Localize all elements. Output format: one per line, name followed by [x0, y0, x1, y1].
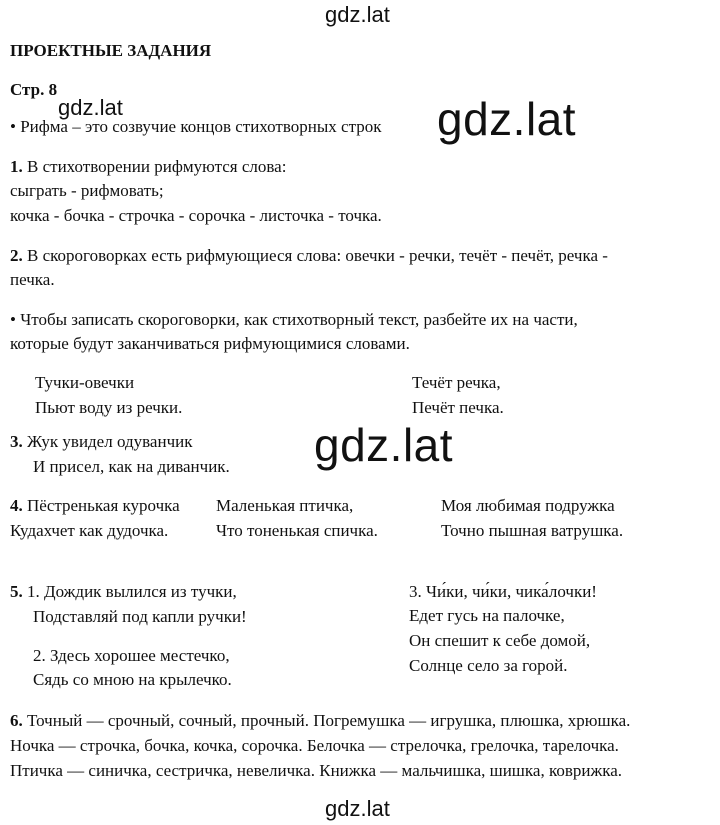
item-3-number: 3.: [10, 432, 23, 451]
item-2-number: 2.: [10, 246, 23, 265]
item-2-line-2: печка.: [10, 270, 55, 289]
item-3-line-1: [10, 431, 192, 453]
item-6-line-3: Птичка — синичка, сестричка, невеличка. Книжка — мальчишка, шишка, коврижка.: [10, 761, 623, 780]
item-6-line-2: Ночка — строчка, бочка, кочка, сорочка. Белочка — стрелочка, грелочка, тарелочка.: [10, 736, 619, 755]
poem-left-line-2: Пьют воду из речки.: [35, 398, 183, 417]
item-5-poem-3-line-3: Он спешит к себе домой,: [409, 631, 591, 650]
item-1-line-3: кочка - бочка - строчка - сорочка - листочка - точка.: [10, 206, 382, 225]
item-4-col-3-line-1: Моя любимая подружка: [441, 496, 615, 515]
rhyme-definition: • Рифма – это созвучие концов стихотворных строк: [10, 117, 382, 136]
item-5-poem-3-line-2: Едет гусь на палочке,: [409, 606, 565, 625]
item-5-poem-2-line-1: 2. Здесь хорошее местечко,: [33, 646, 230, 665]
item-5-poem-1-text: 1. Дождик вылился из тучки,: [22, 582, 237, 601]
poem-right-line-1: Течёт речка,: [412, 373, 501, 392]
bullet-2-line-2: которые будут заканчиваться рифмующимися словами.: [10, 334, 410, 353]
item-4-col-1-line-1: [10, 495, 180, 517]
item-2-line-1: [10, 245, 608, 267]
watermark-top: gdz.lat: [325, 2, 390, 27]
item-6-number: 6.: [10, 711, 23, 730]
item-5-poem-1-line-2: Подставляй под капли ручки!: [33, 607, 247, 626]
watermark-left: gdz.lat: [58, 95, 123, 120]
item-5-poem-2-line-2: Сядь со мною на крылечко.: [33, 670, 232, 689]
item-1-line-1: [10, 156, 286, 178]
item-3-line-2: И присел, как на диванчик.: [33, 457, 230, 476]
item-4-col-3-line-2: Точно пышная ватрушка.: [441, 521, 624, 540]
bullet-2-line-1: • Чтобы записать скороговорки, как стихотворный текст, разбейте их на части,: [10, 310, 578, 329]
item-6-text: Точный — срочный, сочный, прочный. Погремушка — игрушка, плюшка, хрюшка.: [22, 711, 631, 730]
item-4-col-1-text: Пёстренькая курочка: [22, 496, 180, 515]
watermark-big-center: gdz.lat: [314, 419, 454, 471]
item-1-line-2: сыграть - рифмовать;: [10, 181, 164, 200]
item-4-col-1-line-2: Кудахчет как дудочка.: [10, 521, 169, 540]
item-1-text: В стихотворении рифмуются слова:: [22, 157, 287, 176]
item-5-poem-1-line-1: [10, 581, 237, 603]
poem-left-line-1: Тучки-овечки: [35, 373, 135, 392]
page-ref: Стр. 8: [10, 80, 58, 99]
watermark-big-right: gdz.lat: [437, 93, 577, 145]
watermark-bottom: gdz.lat: [325, 796, 390, 821]
item-1-number: 1.: [10, 157, 23, 176]
item-3-text: Жук увидел одуванчик: [22, 432, 193, 451]
item-5-poem-3-line-1: 3. Чи́ки, чи́ки, чика́лочки!: [409, 582, 597, 601]
item-5-number: 5.: [10, 582, 23, 601]
poem-right-line-2: Печёт печка.: [412, 398, 504, 417]
item-4-col-2-line-2: Что тоненькая спичка.: [216, 521, 378, 540]
item-6-line-1: [10, 710, 630, 732]
item-4-col-2-line-1: Маленькая птичка,: [216, 496, 354, 515]
page-heading: ПРОЕКТНЫЕ ЗАДАНИЯ: [10, 41, 212, 60]
item-5-poem-3-line-4: Солнце село за горой.: [409, 656, 568, 675]
item-2-text: В скороговорках есть рифмующиеся слова: овечки - речки, течёт - печёт, речка -: [22, 246, 608, 265]
item-4-number: 4.: [10, 496, 23, 515]
